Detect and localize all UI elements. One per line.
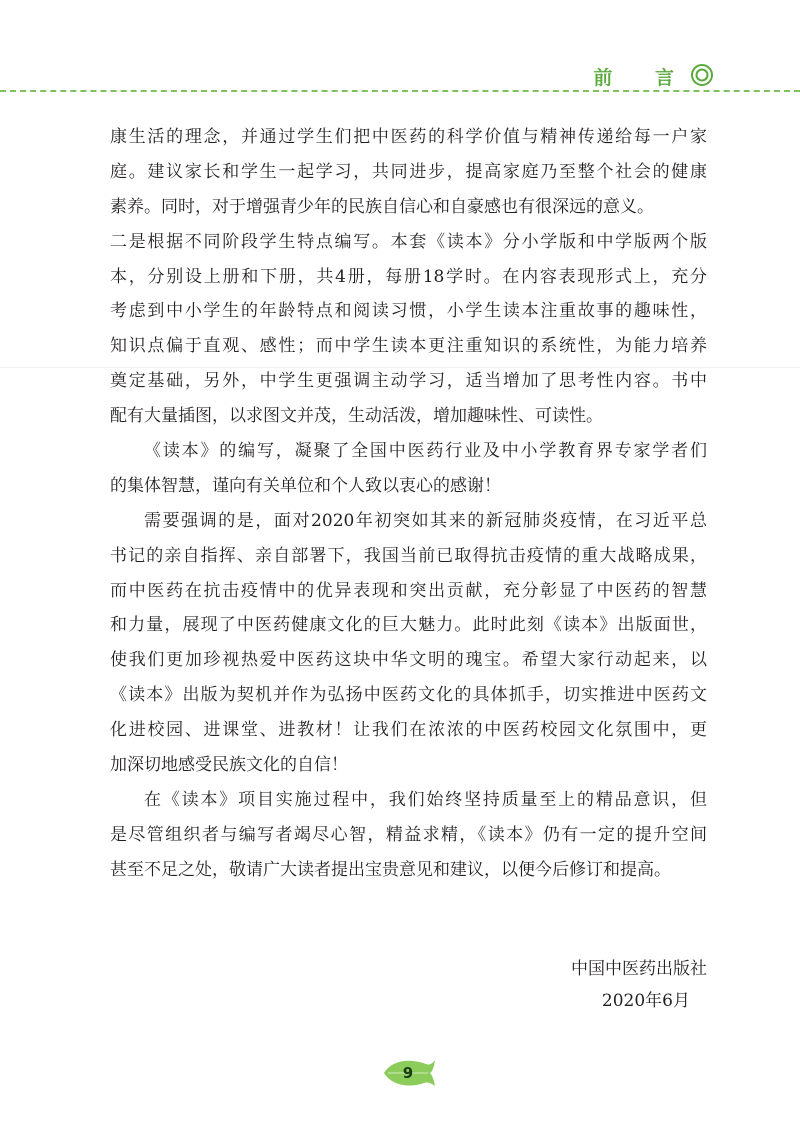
publisher-signature: 中国中医药出版社: [571, 959, 707, 979]
text-line: 使我们更加珍视热爱中医药这块中华文明的瑰宝。希望大家行动起来，以: [110, 650, 707, 671]
section-title: 前 言: [593, 67, 692, 89]
paragraph-start-line: 《读本》的编写，凝聚了全国中医药行业及中小学教育界专家学者们: [144, 441, 707, 462]
text-line: 甚至不足之处，敬请广大读者提出宝贵意见和建议，以便今后修订和提高。: [110, 859, 671, 880]
text-line: 而中医药在抗击疫情中的优异表现和突出贡献，充分彰显了中医药的智慧: [110, 580, 707, 601]
page-number: 9: [402, 1064, 414, 1082]
text-line: 是尽管组织者与编写者竭尽心智，精益求精，《读本》仍有一定的提升空间: [110, 824, 707, 845]
text-line: 配有大量插图，以求图文并茂，生动活泼，增加趣味性、可读性。: [110, 406, 603, 427]
text-line: 二是根据不同阶段学生特点编写。本套《读本》分小学版和中学版两个版: [110, 231, 707, 252]
concentric-circle-icon: [690, 63, 714, 87]
text-line: 加深切地感受民族文化的自信！: [110, 755, 348, 776]
page-number-badge: [380, 1056, 436, 1090]
header-divider: [0, 90, 800, 92]
text-line: 和力量，展现了中医药健康文化的巨大魅力。此时此刻《读本》出版面世，: [110, 615, 707, 636]
text-line: 书记的亲自指挥、亲自部署下，我国当前已取得抗击疫情的重大战略成果，: [110, 545, 707, 566]
text-line: 奠定基础，另外，中学生更强调主动学习，适当增加了思考性内容。书中: [110, 371, 707, 392]
text-line: 化进校园、进课堂、进教材！让我们在浓浓的中医药校园文化氛围中，更: [110, 720, 707, 741]
text-line: 的集体智慧，谨向有关单位和个人致以衷心的感谢！: [110, 475, 501, 496]
text-line: 考虑到中小学生的年龄特点和阅读习惯，小学生读本注重故事的趣味性，: [110, 301, 707, 322]
text-line: 庭。建议家长和学生一起学习，共同进步，提高家庭乃至整个社会的健康: [110, 161, 707, 182]
text-line: 素养。同时，对于增强青少年的民族自信心和自豪感也有很深远的意义。: [110, 196, 654, 217]
text-line: 本，分别设上册和下册，共4册，每册18学时。在内容表现形式上，充分: [110, 266, 707, 287]
text-line: 《读本》出版为契机并作为弘扬中医药文化的具体抓手，切实推进中医药文: [110, 685, 707, 706]
preface-body: [110, 120, 707, 888]
page-header: [0, 0, 800, 100]
paragraph-start-line: 在《读本》项目实施过程中，我们始终坚持质量至上的精品意识，但: [144, 789, 707, 810]
signature-date: 2020年6月: [601, 991, 690, 1011]
paragraph-start-line: 需要强调的是，面对2020年初突如其来的新冠肺炎疫情，在习近平总: [144, 510, 707, 531]
text-line: 知识点偏于直观、感性；而中学生读本更注重知识的系统性，为能力培养: [110, 336, 707, 357]
text-line: 康生活的理念，并通过学生们把中医药的科学价值与精神传递给每一户家: [110, 127, 707, 147]
